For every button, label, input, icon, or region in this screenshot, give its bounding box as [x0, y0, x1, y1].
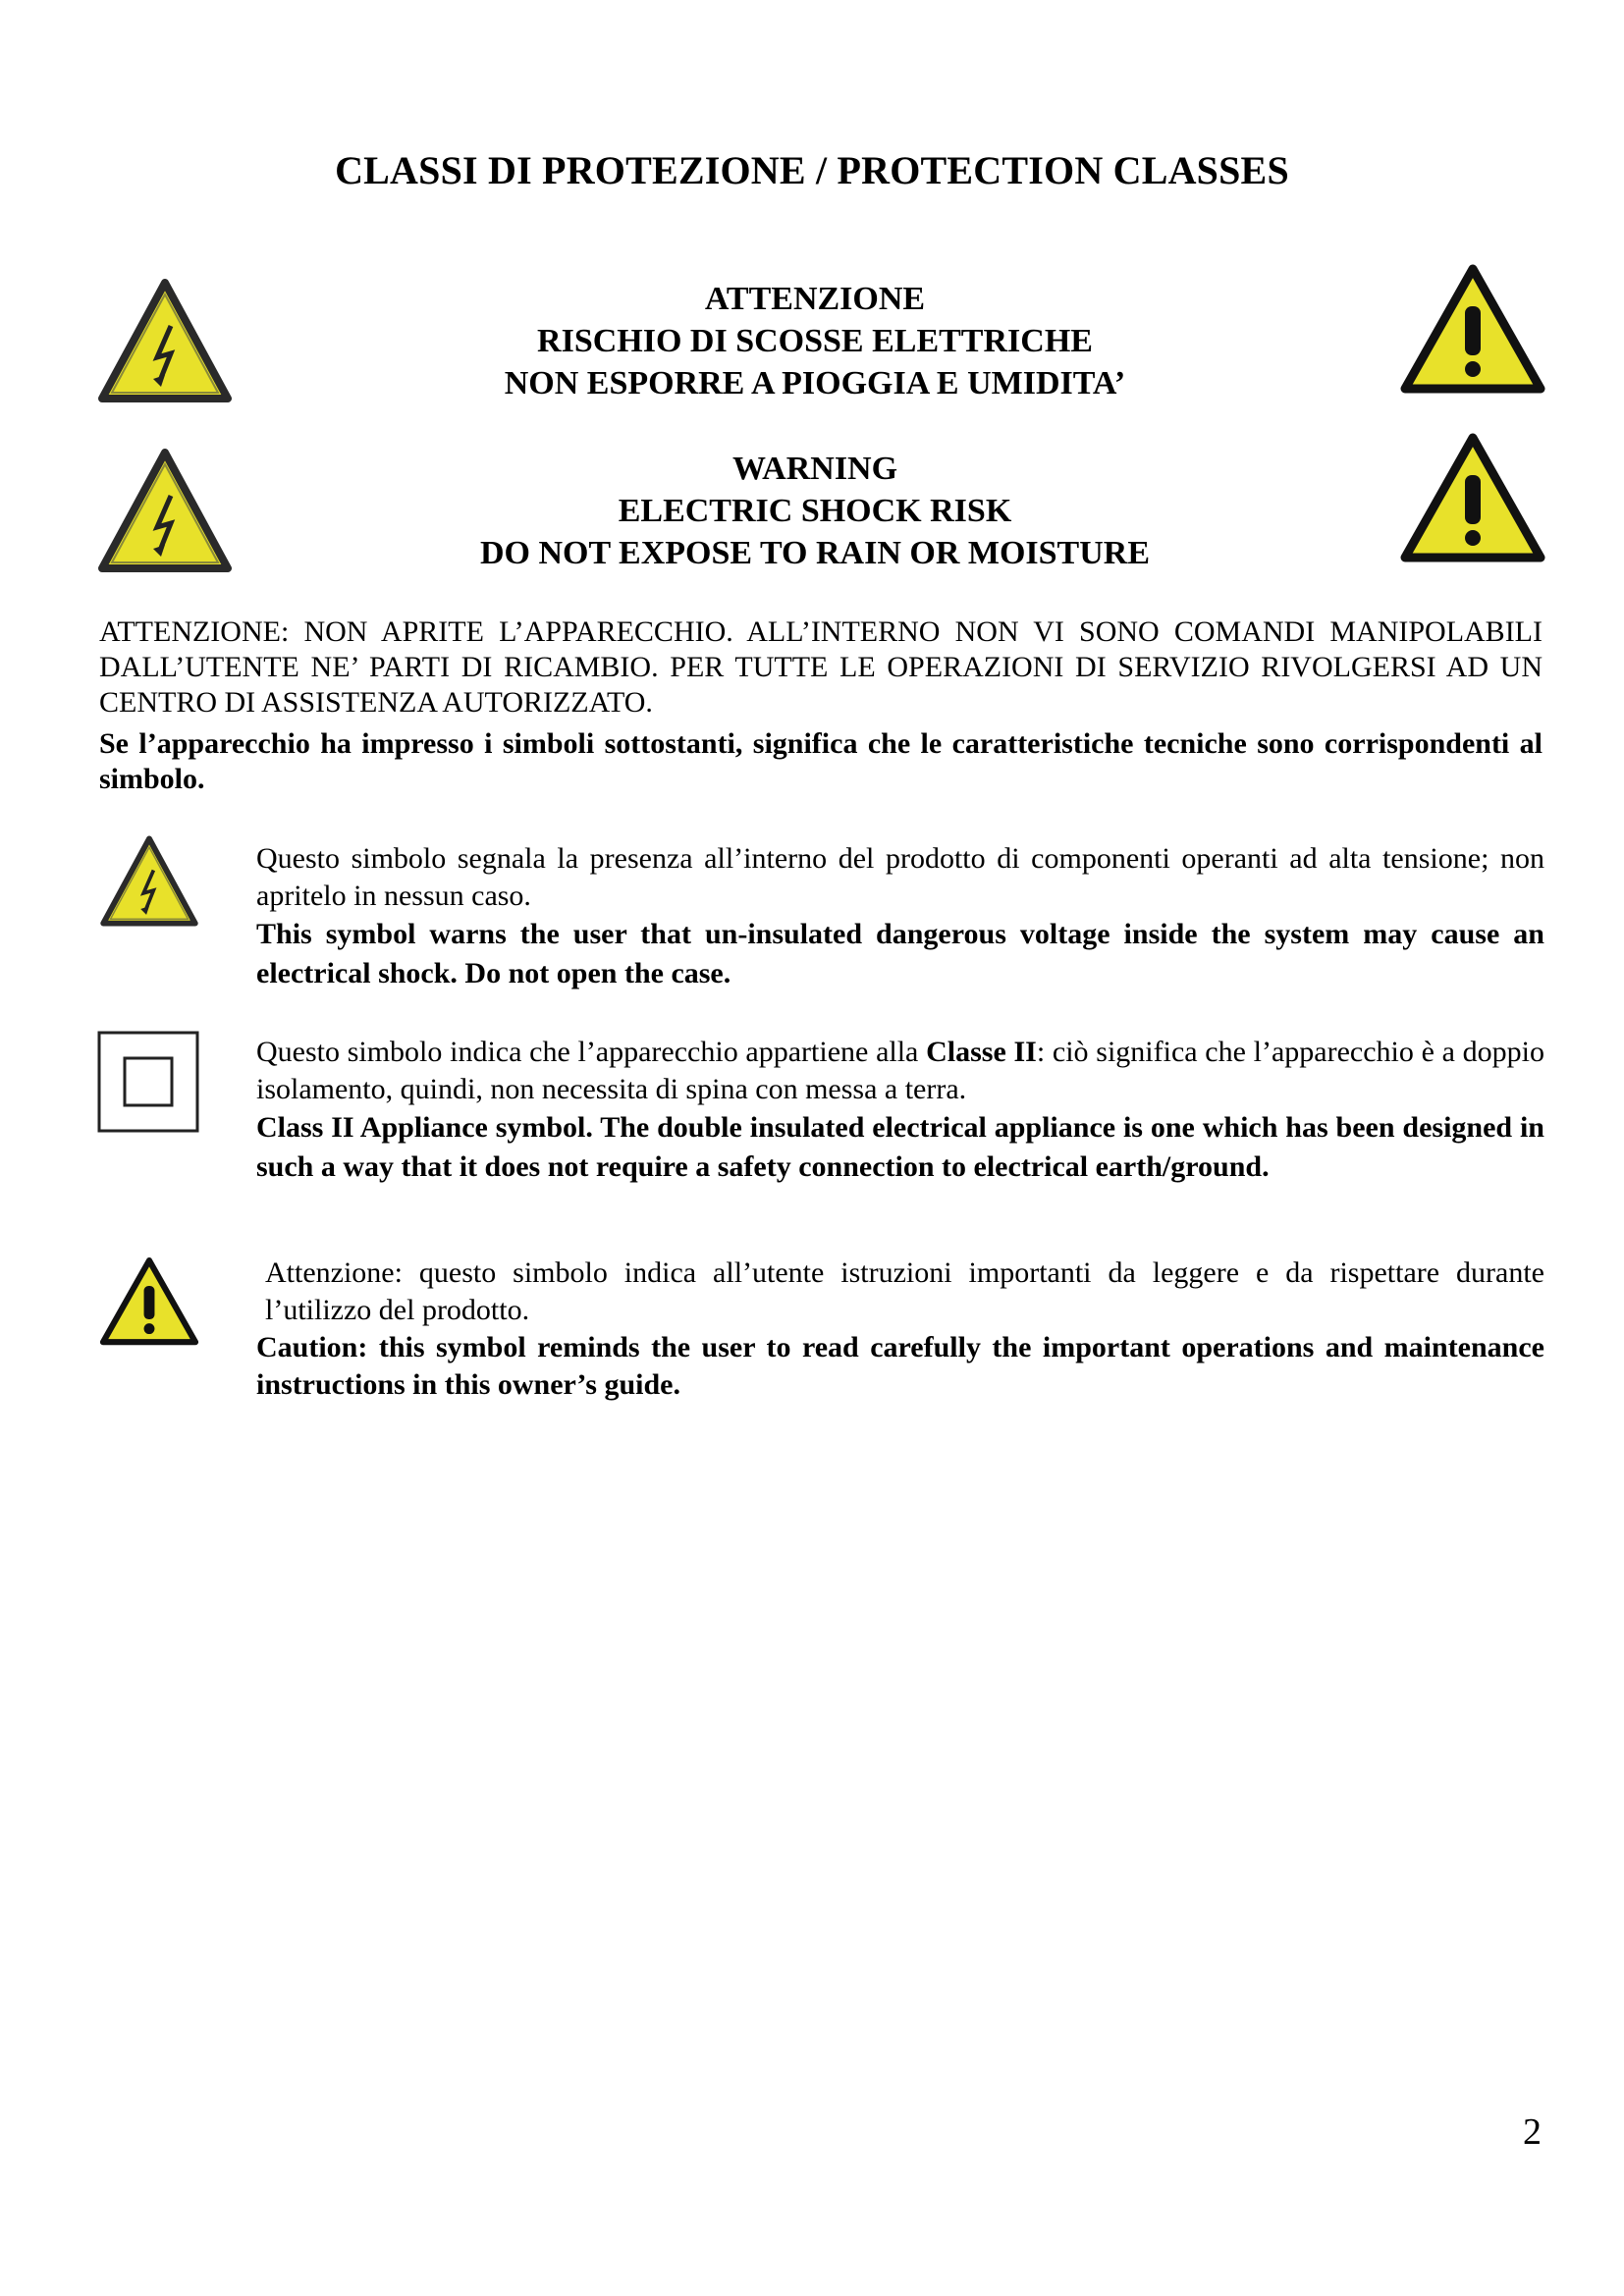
warning-en-line2: ELECTRIC SHOCK RISK	[618, 493, 1012, 529]
warning-it-line2: RISCHIO DI SCOSSE ELETTRICHE	[537, 323, 1093, 359]
symbol-text-en: Caution: this symbol reminds the user to read carefully the important operations and maintenance instructions in this owner’s guide.	[256, 1331, 1544, 1401]
warning-it-line1: ATTENZIONE	[704, 281, 926, 317]
warning-en	[373, 448, 1257, 574]
symbol-text-en: Class II Appliance symbol. The double insulated electrical appliance is one which has been designed in such a way that it does not require a safety connection to electrical earth/ground.	[256, 1111, 1544, 1183]
page-title: CLASSI DI PROTEZIONE / PROTECTION CLASSES	[335, 148, 1289, 192]
symbol-text-en: This symbol warns the user that un-insulated dangerous voltage inside the system may cause an electrical shock. Do not open the case.	[256, 918, 1544, 989]
warning-it	[373, 278, 1257, 404]
caution-icon	[1399, 432, 1546, 564]
notice-bold: Se l’apparecchio ha impresso i simboli sottostanti, significa che le caratteristiche tecniche sono corrispondenti al simbolo.	[99, 727, 1543, 795]
warning-en-line1: WARNING	[731, 451, 898, 487]
page-number: 2	[1523, 2111, 1542, 2153]
caution-icon	[1399, 263, 1546, 396]
high-voltage-icon	[98, 834, 200, 928]
symbol-description-high-voltage	[256, 840, 1544, 993]
symbol-text-it: Questo simbolo indica che l’apparecchio appartiene alla Classe II: ciò significa che l’apparecchio è a doppio isolamento, quindi, non necessita di spina con messa a terra.	[256, 1036, 1544, 1105]
caution-icon	[98, 1256, 200, 1347]
symbol-text-it: Attenzione: questo simbolo indica all’utente istruzioni importanti da leggere e da rispettare durante l’utilizzo del prodotto.	[265, 1256, 1544, 1326]
symbol-description-caution	[256, 1255, 1544, 1404]
notice-it: ATTENZIONE: NON APRITE L’APPARECCHIO. ALL’INTERNO NON VI SONO COMANDI MANIPOLABILI DALL’UTENTE NE’ PARTI DI RICAMBIO. PER TUTTE LE OPERAZIONI DI SERVIZIO RIVOLGERSI AD UN CENTRO DI ASSISTENZA AUTORIZZATO.	[99, 615, 1543, 719]
warning-en-line3: DO NOT EXPOSE TO RAIN OR MOISTURE	[479, 535, 1151, 571]
warning-it-line3: NON ESPORRE A PIOGGIA E UMIDITA’	[504, 365, 1126, 401]
class-ii-icon	[97, 1031, 199, 1133]
high-voltage-icon	[96, 447, 234, 574]
high-voltage-icon	[96, 277, 234, 404]
symbol-description-class-ii	[256, 1034, 1544, 1187]
symbol-text-it: Questo simbolo segnala la presenza all’interno del prodotto di componenti operanti ad alta tensione; non apritelo in nessun caso.	[256, 842, 1544, 912]
